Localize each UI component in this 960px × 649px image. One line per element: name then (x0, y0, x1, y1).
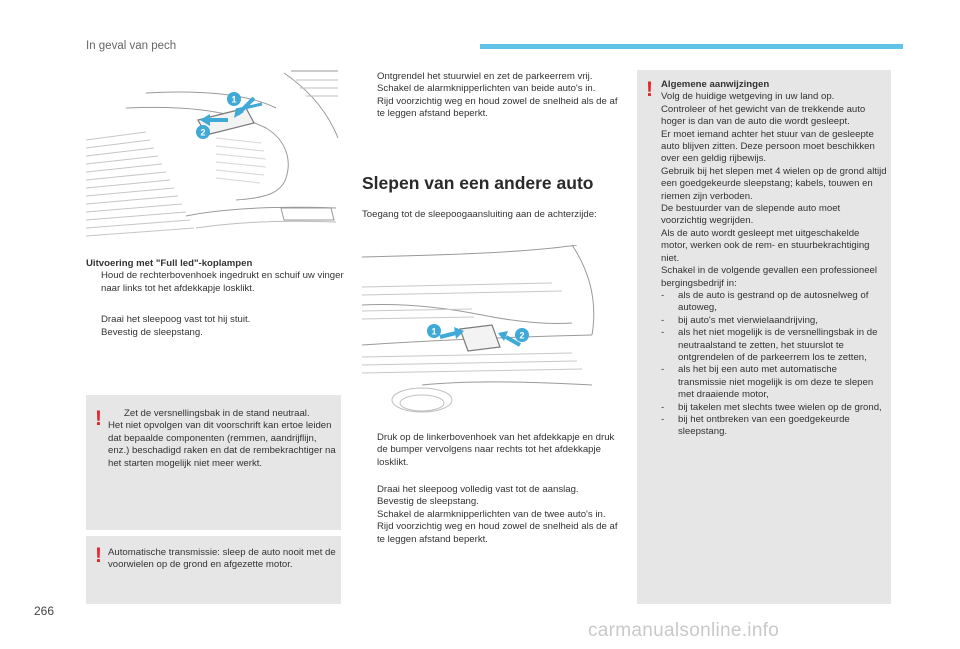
watermark: carmanualsonline.info (588, 620, 780, 641)
checkbox-bullet-icon (362, 496, 377, 508)
checkbox-bullet-icon (86, 327, 101, 339)
warning-icon: ! (646, 78, 653, 101)
list-item: - bij het ontbreken van een goedgekeurde sleepstang. (661, 413, 850, 438)
box-title: Algemene aanwijzingen (661, 79, 770, 90)
checkbox-bullet-icon (86, 314, 101, 326)
list-item: - bij takelen met slechts twee wielen op de grond, (661, 401, 882, 413)
warning-box-neutral (86, 395, 341, 530)
paragraph-line: Schakel in de volgende gevallen een professioneel bergingsbedrijf in: (661, 265, 878, 289)
paragraph-line: De bestuurder van de slepende auto moet voorzichtig wegrijden. (661, 203, 841, 227)
col2-steps-bottom (362, 484, 620, 546)
checkbox-bullet-icon (362, 521, 377, 546)
warning-icon: ! (95, 407, 102, 430)
list-item: Schakel de alarmknipperlichten van beide auto's in. (362, 83, 620, 95)
list-item: - als het bij een auto met automatische transmissie niet mogelijk is om deze te slepen met draaiende motor, (661, 364, 874, 401)
warning-lead: Zet de versnellingsbak in de stand neutraal. (124, 408, 310, 419)
checkbox-bullet-icon (362, 484, 377, 496)
checkbox-bullet-icon (362, 432, 377, 469)
checkbox-bullet-icon (112, 408, 124, 420)
warning-box-automatic (86, 536, 341, 604)
list-item: Rijd voorzichtig weg en houd zowel de snelheid als de af te leggen afstand beperkt. (362, 96, 620, 121)
list-item: Draai het sleepoog vast tot hij stuit. (86, 314, 344, 326)
list-item: Schakel de alarmknipperlichten van de twee auto's in. (362, 509, 620, 521)
callout-2: 2 (200, 127, 206, 138)
list-item: Rijd voorzichtig weg en houd zowel de snelheid als de af te leggen afstand beperkt. (362, 521, 620, 546)
warning-icon: ! (95, 544, 102, 567)
subheading-full-led: Uitvoering met "Full led"-koplampen (86, 258, 253, 269)
checkbox-bullet-icon (86, 270, 101, 295)
header-accent-bar (480, 44, 903, 49)
rear-bumper-figure (362, 245, 617, 420)
list-item: Draai het sleepoog volledig vast tot de aanslag. (362, 484, 620, 496)
callout-1: 1 (431, 326, 437, 337)
col2-steps-mid (362, 432, 620, 469)
checkbox-bullet-icon (362, 96, 377, 121)
list-item: Druk op de linkerbovenhoek van het afdekkapje en druk de bumper vervolgens naar rechts tot het afdekkapje losklikt. (362, 432, 620, 469)
front-bumper-figure (86, 68, 341, 243)
paragraph-line: Als de auto wordt gesleept met uitgeschakelde motor, werken ook de rem- en stuurbekrachtiging niet. (661, 227, 870, 264)
paragraph-line: Controleer of het gewicht van de trekkende auto hoger is dan van de auto die wordt gesleept. (661, 103, 866, 128)
page-number: 266 (34, 604, 55, 618)
paragraph-line: Volg de huidige wetgeving in uw land op. (661, 91, 835, 103)
list-item: Ontgrendel het stuurwiel en zet de parkeerrem vrij. (362, 71, 620, 83)
checkbox-bullet-icon (362, 83, 377, 95)
list-item: Houd de rechterbovenhoek ingedrukt en schuif uw vinger naar links tot het afdekkapje losklikt. (86, 270, 344, 295)
list-item: - bij auto's met vierwielaandrijving, (661, 314, 818, 326)
col2-intro: Toegang tot de sleepoogaansluiting aan de achterzijde: (362, 209, 597, 220)
list-item: Bevestig de sleepstang. (86, 327, 344, 339)
warning-text: Automatische transmissie: sleep de auto nooit met de voorwielen op de grond en afgezette motor. (108, 547, 336, 571)
paragraph-line: Er moet iemand achter het stuur van de gesleepte auto blijven zitten. Deze persoon moet beschikken over een geldig rijbewijs. (661, 128, 875, 165)
callout-1: 1 (231, 94, 237, 105)
checkbox-bullet-icon (362, 71, 377, 83)
list-item: - als het niet mogelijk is de versnellingsbak in de neutraalstand te zetten, het stuurslot te ontgrendelen of de parkeerrem los te zetten, (661, 327, 878, 363)
col1-instructions (86, 258, 344, 339)
section-title: In geval van pech (86, 40, 177, 52)
paragraph-line: Gebruik bij het slepen met 4 wielen op de grond altijd een goedgekeurde sleepstang; kabels, touwen en riemen zijn verboden. (661, 165, 887, 202)
list-item: - als de auto is gestrand op de autosnelweg of autoweg, (661, 289, 869, 314)
warning-body: Het niet opvolgen van dit voorschrift kan ertoe leiden dat bepaalde componenten (remmen, aandrijflijn, enz.) beschadigd raken en dat de rembekrachtiger na het starten mogelijk niet meer werkt. (108, 420, 336, 469)
general-instructions-box (637, 70, 891, 604)
callout-2: 2 (519, 330, 525, 341)
checkbox-bullet-icon (362, 509, 377, 521)
col2-steps-top (362, 71, 620, 121)
list-item: Bevestig de sleepstang. (362, 496, 620, 508)
section-heading: Slepen van een andere auto (362, 173, 594, 193)
